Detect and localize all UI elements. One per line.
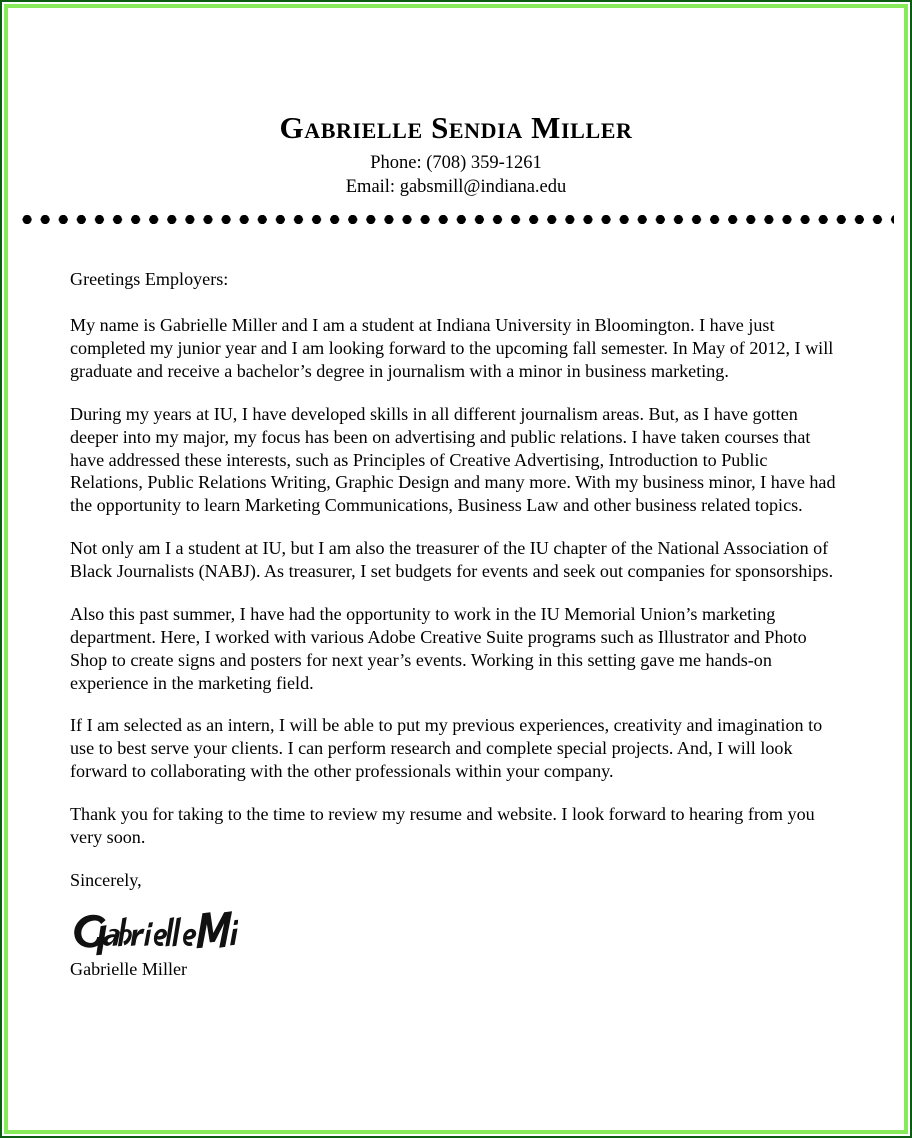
paragraph-coursework: During my years at IU, I have developed skills in all different journalism areas. But, as I have gotten deeper into my major, my focus has been on advertising and public relations. I have taken courses that have addressed these interests, such as Principles of Creative Advertising, Introduction to Public Relations, Public Relations Writing, Graphic Design and many more. With my business minor, I have had the opportunity to learn Marketing Communications, Business Law and other business related topics. (70, 403, 836, 516)
letterhead (8, 8, 904, 199)
handwritten-signature-icon (70, 906, 238, 958)
paragraph-internship: Also this past summer, I have had the opportunity to work in the IU Memorial Union’s marketing department. Here, I worked with various Adobe Creative Suite programs such as Illustrator and Photo Shop to create signs and posters for next year’s events. Working in this setting gave me hands-on experience in the marketing field. (70, 603, 807, 693)
page-title: Gabrielle Sendia Miller (279, 110, 633, 145)
page-border-frame (4, 4, 908, 1134)
contact-email: Email: gabsmill@indiana.edu (345, 176, 567, 197)
letter-body (8, 224, 904, 891)
printed-name: Gabrielle Miller (70, 958, 188, 979)
salutation: Greetings Employers: (70, 269, 229, 290)
paragraph-thank-you: Thank you for taking to the time to review my resume and website. I look forward to hearing from you very soon. (70, 804, 815, 847)
page-content (8, 8, 904, 1130)
paragraph-intro: My name is Gabrielle Miller and I am a student at Indiana University in Bloomington. I have just completed my junior year and I am looking forward to the upcoming fall semester. In May of 2012, I will graduate and receive a bachelor’s degree in journalism with a minor in business marketing. (70, 315, 834, 381)
contact-phone: Phone: (708) 359-1261 (370, 152, 542, 173)
signature-block (8, 892, 904, 981)
paragraph-intern-pitch: If I am selected as an intern, I will be able to put my previous experiences, creativity and imagination to use to best serve your clients. I can perform research and complete special projects. And, I will look forward to collaborating with the other professionals within your company. (70, 715, 823, 782)
paragraph-nabj: Not only am I a student at IU, but I am also the treasurer of the IU chapter of the National Association of Black Journalists (NABJ). As treasurer, I set budgets for events and seek out companies for sponsorships. (70, 538, 834, 582)
dotted-divider (18, 215, 894, 224)
closing-salutation: Sincerely, (70, 869, 142, 890)
